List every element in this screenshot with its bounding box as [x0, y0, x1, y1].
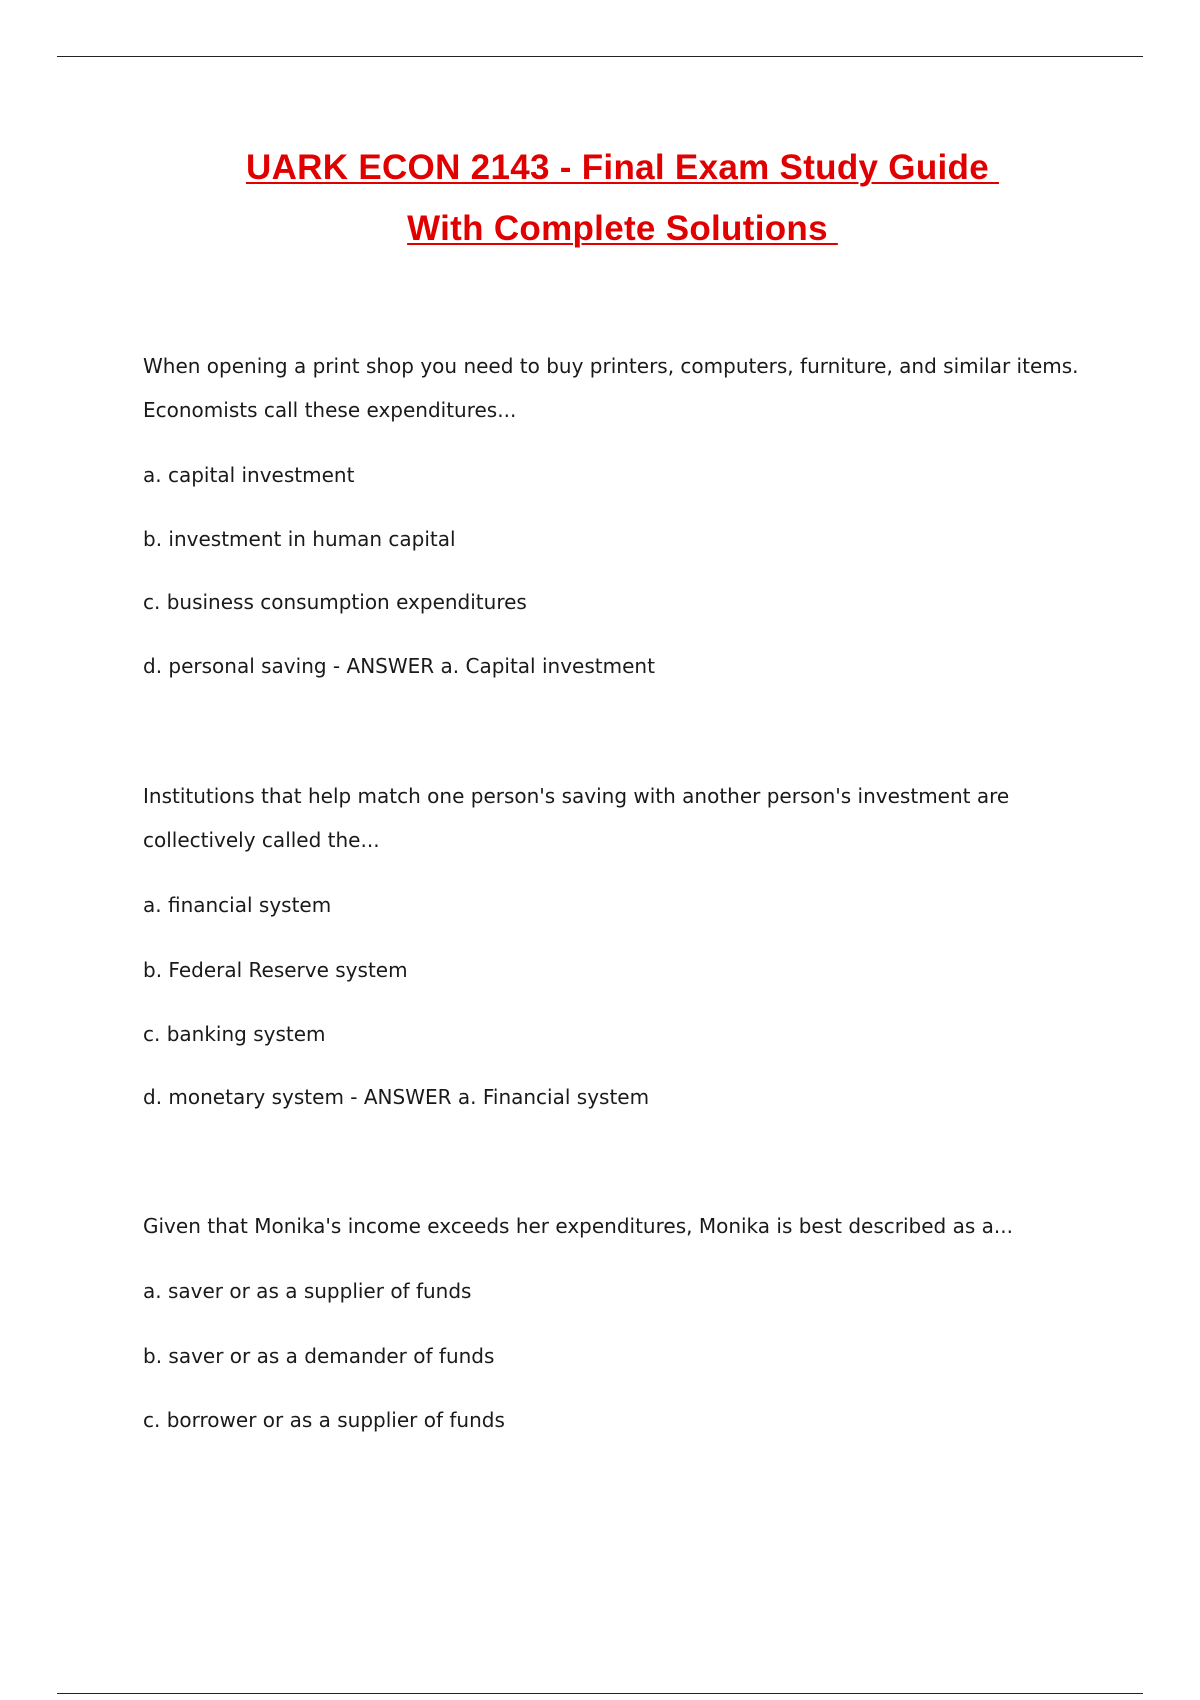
question-1-option-a: a. capital investment	[143, 463, 355, 487]
bottom-divider	[57, 1693, 1143, 1694]
question-2-stem-line-2: collectively called the...	[143, 828, 380, 852]
question-2-option-d-answer: d. monetary system - ANSWER a. Financial system	[143, 1085, 650, 1109]
question-3-option-a: a. saver or as a supplier of funds	[143, 1279, 472, 1303]
document-title-line-1: UARK ECON 2143 - Final Exam Study Guide	[246, 148, 999, 187]
question-1-stem-line-2: Economists call these expenditures...	[143, 398, 517, 422]
question-3-option-b: b. saver or as a demander of funds	[143, 1344, 495, 1368]
question-1-option-b: b. investment in human capital	[143, 527, 456, 551]
question-1-stem-line-1: When opening a print shop you need to buy printers, computers, furniture, and similar items.	[143, 354, 1079, 378]
question-3-option-c: c. borrower or as a supplier of funds	[143, 1408, 505, 1432]
question-3-stem: Given that Monika's income exceeds her expenditures, Monika is best described as a...	[143, 1214, 1013, 1238]
question-2-option-a: a. financial system	[143, 893, 332, 917]
question-1-option-d-answer: d. personal saving - ANSWER a. Capital investment	[143, 654, 655, 678]
question-2-option-b: b. Federal Reserve system	[143, 958, 408, 982]
question-2-stem-line-1: Institutions that help match one person's saving with another person's investment are	[143, 784, 1010, 808]
question-1-option-c: c. business consumption expenditures	[143, 590, 527, 614]
document-title-line-2: With Complete Solutions	[407, 209, 838, 248]
top-divider	[57, 56, 1143, 57]
question-2-option-c: c. banking system	[143, 1022, 326, 1046]
